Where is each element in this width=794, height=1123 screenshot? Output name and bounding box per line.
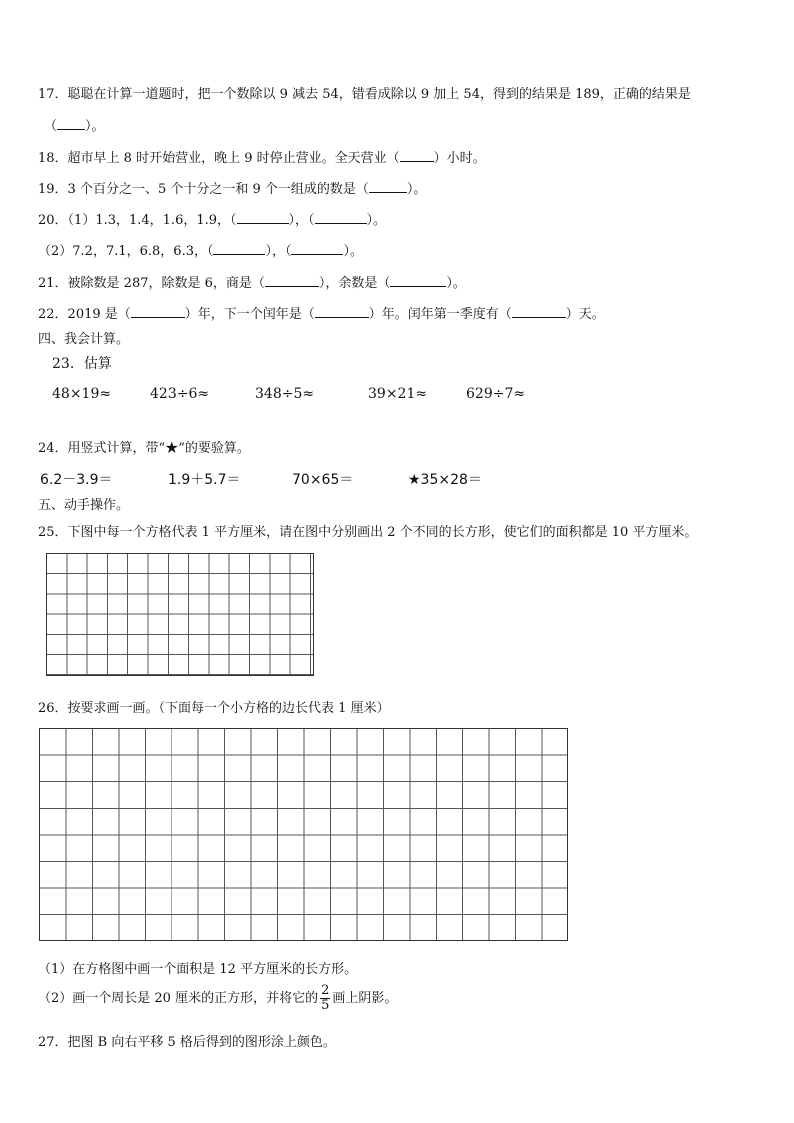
- question-18: [38, 147, 486, 166]
- question-22-blank-2[interactable]: [315, 305, 369, 318]
- question-25-text: 25．下图中每一个方格代表 1 平方厘米，请在图中分别画出 2 个不同的长方形，使它们的面积都是 10 平方厘米。: [38, 525, 698, 540]
- fraction-numerator: 2: [321, 983, 330, 998]
- square-grid-q25[interactable]: [46, 553, 314, 676]
- question-21-text-after: ）。: [446, 276, 466, 291]
- question-19-blank[interactable]: [369, 180, 407, 193]
- question-26-sub-1: （1）在方格图中画一个面积是 12 平方厘米的长方形。: [38, 962, 358, 977]
- question-22-text-before: 22．2019 是（: [38, 307, 131, 322]
- question-21-blank-2[interactable]: [390, 274, 446, 287]
- question-18-text-before: 18．超市早上 8 时开始营业，晚上 9 时停止营业。全天营业（: [38, 151, 400, 166]
- question-17-answer-line: [44, 115, 105, 134]
- estimate-item: 629÷7≈: [466, 386, 526, 402]
- question-21-text-before: 21．被除数是 287，除数是 6，商是（: [38, 276, 265, 291]
- section-5-heading: 五、动手操作。: [38, 498, 130, 513]
- estimate-item: 39×21≈: [368, 386, 428, 402]
- question-26-sub-2: [38, 984, 397, 1013]
- question-20-part-1: [38, 209, 386, 228]
- question-27-text: 27．把图 B 向右平移 5 格后得到的图形涂上颜色。: [38, 1035, 336, 1050]
- estimate-item: 348÷5≈: [255, 386, 315, 402]
- question-26-sub-2-before: （2）画一个周长是 20 厘米的正方形，并将它的: [38, 991, 319, 1006]
- vertical-calc-item: 1.9＋5.7＝: [168, 472, 241, 488]
- question-20-2-text-before: （2）7.2，7.1，6.8，6.3，（: [38, 244, 214, 259]
- vertical-calc-item: 70×65＝: [292, 472, 354, 488]
- question-22-blank-3[interactable]: [512, 305, 566, 318]
- question-17-blank[interactable]: [57, 117, 85, 130]
- question-20-2-text-after: ）。: [343, 244, 363, 259]
- question-21-blank-1[interactable]: [265, 274, 319, 287]
- question-20-2-blank-2[interactable]: [291, 242, 343, 255]
- question-18-blank[interactable]: [400, 149, 434, 162]
- fraction-denominator: 5: [321, 998, 330, 1013]
- question-24-title: 24．用竖式计算，带“★”的要验算。: [38, 441, 250, 456]
- question-20-part-2: [38, 240, 363, 259]
- question-22-text-mid-1: ）年，下一个闰年是（: [184, 307, 315, 322]
- square-grid-q26[interactable]: [39, 728, 568, 941]
- question-20-2-blank-1[interactable]: [213, 242, 265, 255]
- question-19: [38, 178, 426, 197]
- question-20-1-text-before: 20．（1）1.3，1.4，1.6，1.9，（: [38, 213, 237, 228]
- estimate-item: 423÷6≈: [150, 386, 210, 402]
- question-21-text-mid: ），余数是（: [318, 276, 391, 291]
- question-26-sub-2-after: 画上阴影。: [332, 991, 398, 1006]
- question-18-text-after: ）小时。: [433, 151, 486, 166]
- question-17-text: 17．聪聪在计算一道题时，把一个数除以 9 减去 54，错看成除以 9 加上 54，得到的结果是 189，正确的结果是: [38, 87, 691, 102]
- fraction-two-fifths: [320, 984, 330, 1013]
- vertical-calc-item: ★35×28＝: [408, 472, 482, 488]
- question-22-blank-1[interactable]: [131, 305, 185, 318]
- question-19-text-after: ）。: [406, 182, 427, 197]
- question-26-text: 26．按要求画一画。（下面每一个小方格的边长代表 1 厘米）: [38, 701, 390, 716]
- question-23-title: 23．估算: [52, 356, 112, 372]
- question-22-text-mid-2: ）年。闰年第一季度有（: [368, 307, 512, 322]
- question-20-1-text-mid: ），（: [288, 213, 315, 228]
- question-17-close-paren: ）。: [85, 119, 105, 134]
- question-17-open-paren: （: [44, 119, 58, 134]
- question-22-text-after: ）天。: [565, 307, 605, 322]
- question-19-text-before: 19．3 个百分之一、5 个十分之一和 9 个一组成的数是（: [38, 182, 369, 197]
- question-20-1-text-after: ）。: [366, 213, 387, 228]
- section-4-heading: 四、我会计算。: [38, 332, 130, 347]
- question-20-1-blank-1[interactable]: [237, 211, 289, 224]
- question-20-2-text-mid: ），（: [265, 244, 292, 259]
- question-22: [38, 303, 605, 322]
- question-21: [38, 272, 466, 291]
- vertical-calc-item: 6.2－3.9＝: [40, 472, 113, 488]
- estimate-item: 48×19≈: [52, 386, 112, 402]
- question-20-1-blank-2[interactable]: [315, 211, 367, 224]
